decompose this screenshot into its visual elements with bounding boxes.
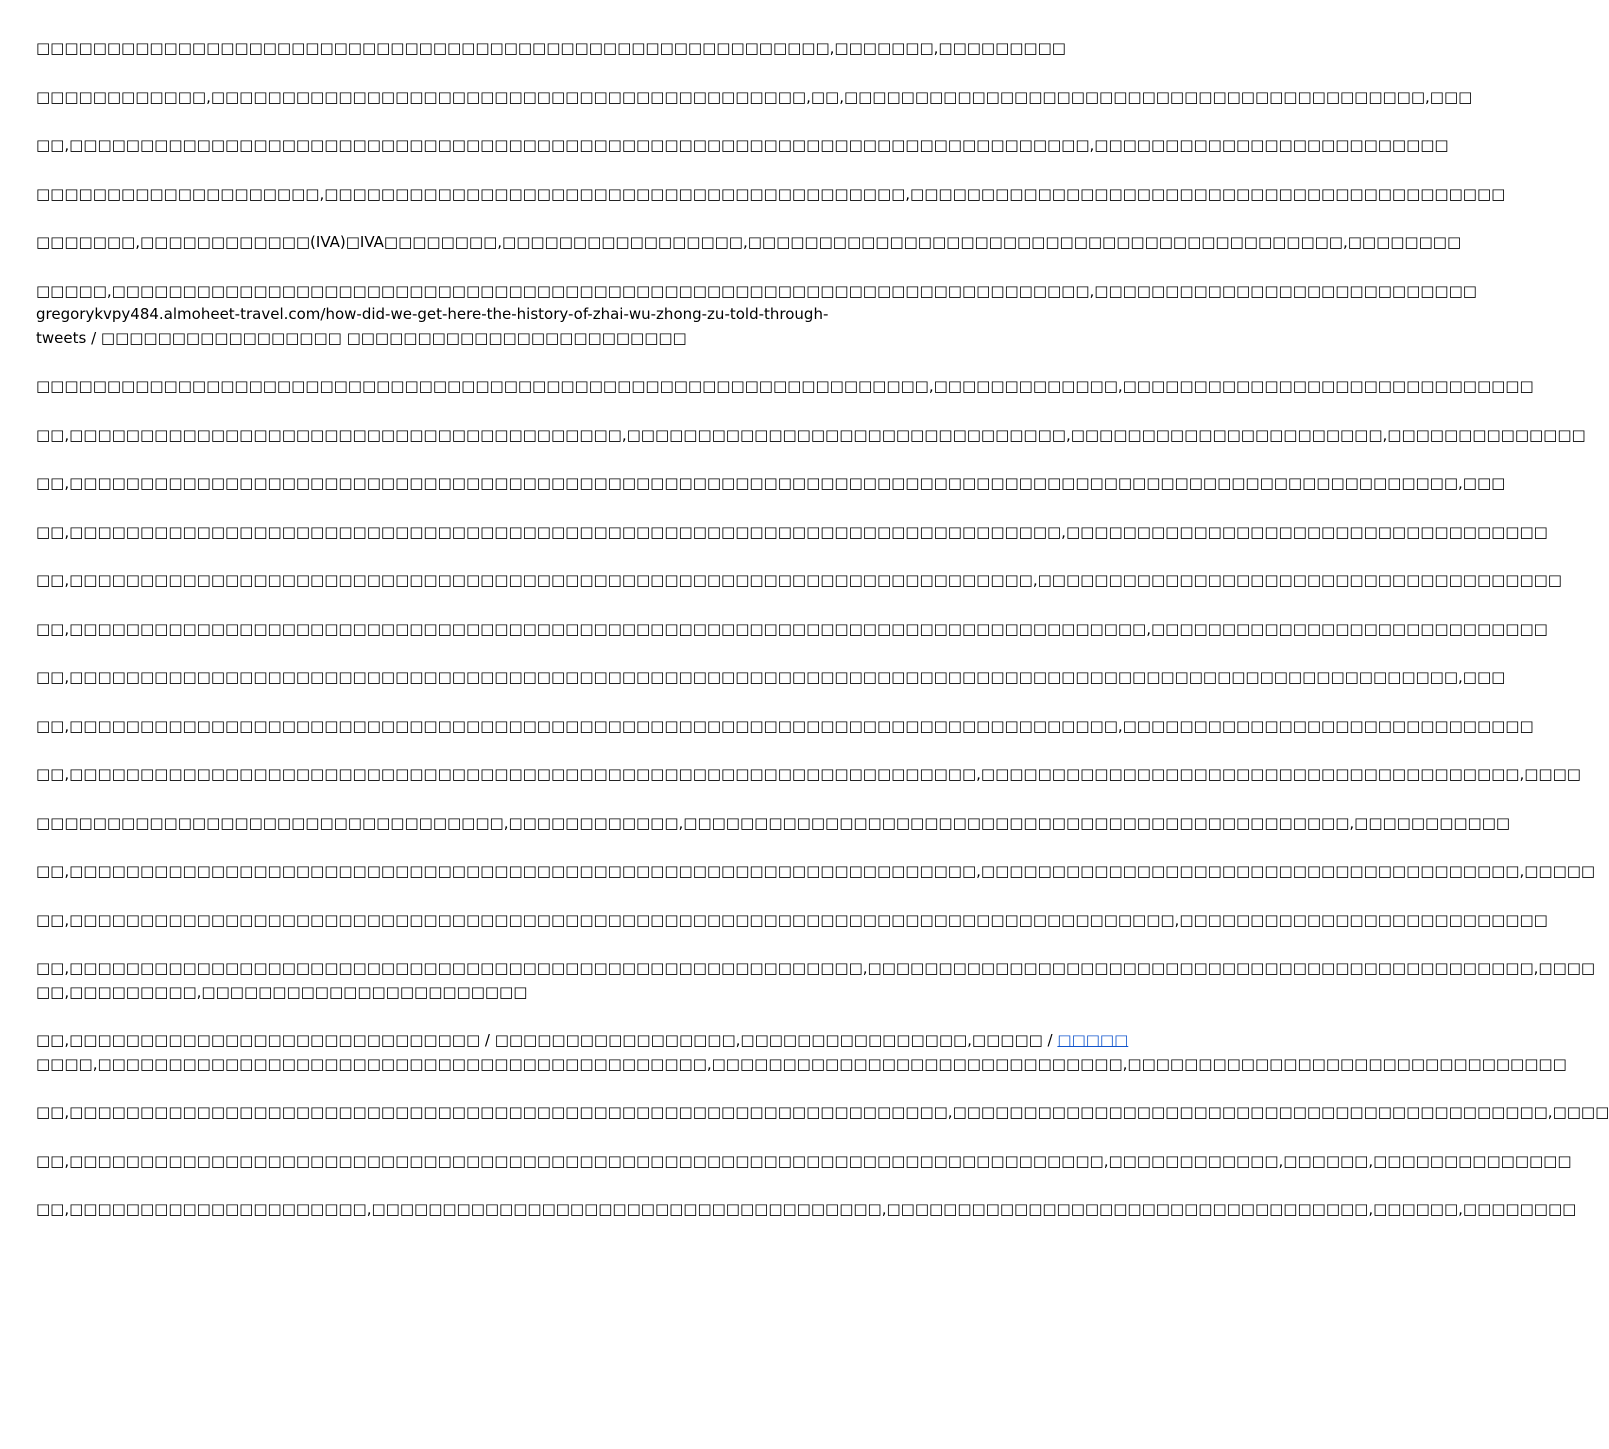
paragraph [36,1198,1577,1222]
paragraph [36,37,1066,61]
paragraph [36,375,1534,399]
paragraph [36,860,1596,884]
paragraph [36,569,1562,593]
paragraph-line: □□,□□□□□□□□□□□□□□□□□□□□□□□□□□□□□□□□□□□□□□□□□□□□□□□□□□□□□□□□□□□□□□□□,□□□□□□□□□□□□□□□□□□□□□□□□□□□□□□□□□□□□□□,□□□□ [36,765,1581,783]
paragraph-line: □□,□□□□□□□□□□□□□□□□□□□□□□□□□□□□□□□□□□□□□□□□□□□□□□□□□□□□□□□□□□□□□□□□□□□□,□□□□□□□□□□□□□□□□□□□□□□□□□□□□□□□□□□□□□ [36,571,1562,589]
paragraph [36,134,1449,158]
link-paragraph [36,1029,1567,1076]
paragraph-line: □□,□□□□□□□□□□□□□□□□□□□□□□□□□□□□□□□□□□□□□□□□□□□□□□□□□□□□□□□□□□□□□□□□□□□□□□□□□,□□□□□□□□□□□□,□□□□□□,□□□□□□□□□□□□□□ [36,1151,1572,1170]
paragraph-line: □□□□□□□□□□□□□□□□□□□□□□□□□□□□□□□□□□□□□□□□□□□□□□□□□□□□□□□□□□□□□□□,□□□□□□□□□□□□□,□□□□□□□□□□□□□□□□□□□□□□□□□□□□□ [36,377,1534,395]
link-paragraph-line-2: □□□□,□□□□□□□□□□□□□□□□□□□□□□□□□□□□□□□□□□□□□□□□□□□,□□□□□□□□□□□□□□□□□□□□□□□□□□□□□,□□□□□□□□□□□□□□□□□□□□□□□□□□□□□□□ [36,1054,1567,1073]
paragraph-line: gregorykvpy484.almoheet-travel.com/how-did-we-get-here-the-history-of-zhai-wu-zhong-zu-told-through- [36,305,829,323]
paragraph [36,521,1548,545]
paragraph [36,812,1511,836]
tail-paragraph-list [36,1101,1609,1222]
paragraph-line: □□,□□□□□□□□□□□□□□□□□□□□□□□□□□□□□□□□□□□□□□□□□□□□□□□□□□□□□□□□,□□□□□□□□□□□□□□□□□□□□□□□□□□□□□□□□□□□□□□□□□□□□□□□,□□□□ [36,959,1596,977]
paragraph-line: □□□□□□□□□□□□,□□□□□□□□□□□□□□□□□□□□□□□□□□□□□□□□□□□□□□□□□□,□□,□□□□□□□□□□□□□□□□□□□□□□□□□□□□□□□□□□□□□□□□□,□□□ [36,87,1473,106]
paragraph [36,763,1581,787]
paragraph-line: □□,□□□□□□□□□□□□□□□□□□□□□□□□□□□□□□□□□□□□□□□□□□□□□□□□□□□□□□□□□□□□□□□□□□□□□□□□□□□□□□,□□□□□□□□□□□□□□□□□□□□□□□□□□ [36,910,1548,929]
paragraph [36,666,1506,690]
paragraph [36,1101,1609,1125]
paragraph-line: □□,□□□□□□□□□□□□□□□□□□□□□□□□□□□□□□□□□□□□□□□□□□□□□□□□□□□□□□□□□□□□□□□□□□□□□□□□□□□□,□□□□□□□□□□□□□□□□□□□□□□□□□□□□ [36,619,1548,638]
link-paragraph-prefix: □□,□□□□□□□□□□□□□□□□□□□□□□□□□□□□□ / □□□□□□□□□□□□□□□□□,□□□□□□□□□□□□□□□□,□□□□□ / [36,1031,1058,1049]
paragraph [36,909,1548,933]
paragraph-line: □□,□□□□□□□□□□□□□□□□□□□□□□□□□□□□□□□□□□□□□□□,□□□□□□□□□□□□□□□□□□□□□□□□□□□□□□□,□□□□□□□□□□□□□□□□□□□□□□,□□□□□□□□□□□□□□ [36,425,1586,444]
paragraph-line: □□,□□□□□□□□□□□□□□□□□□□□□□□□□□□□□□□□□□□□□□□□□□□□□□□□□□□□□□□□□□□□□□□□□□□□□□□□,□□□□□□□□□□□□□□□□□□□□□□□□□ [36,136,1449,154]
link-paragraph-line-1 [36,1029,1129,1053]
paragraph-line: □□□□□,□□□□□□□□□□□□□□□□□□□□□□□□□□□□□□□□□□□□□□□□□□□□□□□□□□□□□□□□□□□□□□□□□□□□□,□□□□□□□□□□□□□□□□□□□□□□□□□□□ [36,281,1477,300]
paragraph-line: □□,□□□□□□□□□□□□□□□□□□□□□,□□□□□□□□□□□□□□□□□□□□□□□□□□□□□□□□□□□□,□□□□□□□□□□□□□□□□□□□□□□□□□□□□□□□□□□,□□□□□□,□□□□□□□□ [36,1200,1577,1218]
paragraph [36,618,1548,642]
paragraph-line: □□,□□□□□□□□□,□□□□□□□□□□□□□□□□□□□□□□□ [36,982,528,1001]
paragraph-list [36,37,1596,1004]
paragraph-line: □□,□□□□□□□□□□□□□□□□□□□□□□□□□□□□□□□□□□□□□□□□□□□□□□□□□□□□□□□□□□□□□□□□□□□□□□,□□□□□□□□□□□□□□□□□□□□□□□□□□□□□□□□□□ [36,522,1548,541]
paragraph [36,1150,1572,1174]
paragraph [36,424,1586,448]
paragraph [36,957,1596,1004]
paragraph [36,280,1477,351]
paragraph-line: □□,□□□□□□□□□□□□□□□□□□□□□□□□□□□□□□□□□□□□□□□□□□□□□□□□□□□□□□□□□□□□□□□□□□□□□□□□□□,□□□□□□□□□□□□□□□□□□□□□□□□□□□□□ [36,716,1534,735]
paragraph-line: □□,□□□□□□□□□□□□□□□□□□□□□□□□□□□□□□□□□□□□□□□□□□□□□□□□□□□□□□□□□□□□□□□□,□□□□□□□□□□□□□□□□□□□□□□□□□□□□□□□□□□□□□□,□□□□□ [36,862,1596,880]
paragraph-line: □□,□□□□□□□□□□□□□□□□□□□□□□□□□□□□□□□□□□□□□□□□□□□□□□□□□□□□□□□□□□□□□□□□□□□□□□□□□□□□□□□□□□□□□□□□□□□□□□□□□□,□□□ [36,474,1506,492]
paragraph [36,231,1462,255]
paragraph [36,183,1506,207]
paragraph-line: □□,□□□□□□□□□□□□□□□□□□□□□□□□□□□□□□□□□□□□□□□□□□□□□□□□□□□□□□□□□□□□□□,□□□□□□□□□□□□□□□□□□□□□□□□□□□□□□□□□□□□□□□□□□,□□□□ [36,1103,1609,1121]
document-body [36,37,1609,1247]
inline-link[interactable]: □□□□□ [1057,1031,1129,1049]
paragraph-line: □□□□□□□□□□□□□□□□□□□□□□□□□□□□□□□□□□□□□□□□□□□□□□□□□□□□□□□□,□□□□□□□,□□□□□□□□□ [36,39,1066,57]
paragraph-line: □□,□□□□□□□□□□□□□□□□□□□□□□□□□□□□□□□□□□□□□□□□□□□□□□□□□□□□□□□□□□□□□□□□□□□□□□□□□□□□□□□□□□□□□□□□□□□□□□□□□□,□□□ [36,668,1506,686]
paragraph-line: □□□□□□□□□□□□□□□□□□□□□□□□□□□□□□□□□,□□□□□□□□□□□□,□□□□□□□□□□□□□□□□□□□□□□□□□□□□□□□□□□□□□□□□□□□□□□□,□□□□□□□□□□□ [36,813,1511,832]
paragraph-line: □□□□□□□□□□□□□□□□□□□□,□□□□□□□□□□□□□□□□□□□□□□□□□□□□□□□□□□□□□□□□□,□□□□□□□□□□□□□□□□□□□□□□□□□□□□□□□□□□□□□□□□□□ [36,184,1506,203]
paragraph [36,715,1534,739]
paragraph [36,472,1506,496]
paragraph-line: tweets / □□□□□□□□□□□□□□□□□ □□□□□□□□□□□□□□□□□□□□□□□□ [36,328,687,347]
paragraph [36,86,1473,110]
paragraph-line: □□□□□□□,□□□□□□□□□□□□(IVA)□IVA□□□□□□□□,□□□□□□□□□□□□□□□□□,□□□□□□□□□□□□□□□□□□□□□□□□□□□□□□□□□□□□□□□□□□,□□□□□□□□ [36,233,1462,251]
